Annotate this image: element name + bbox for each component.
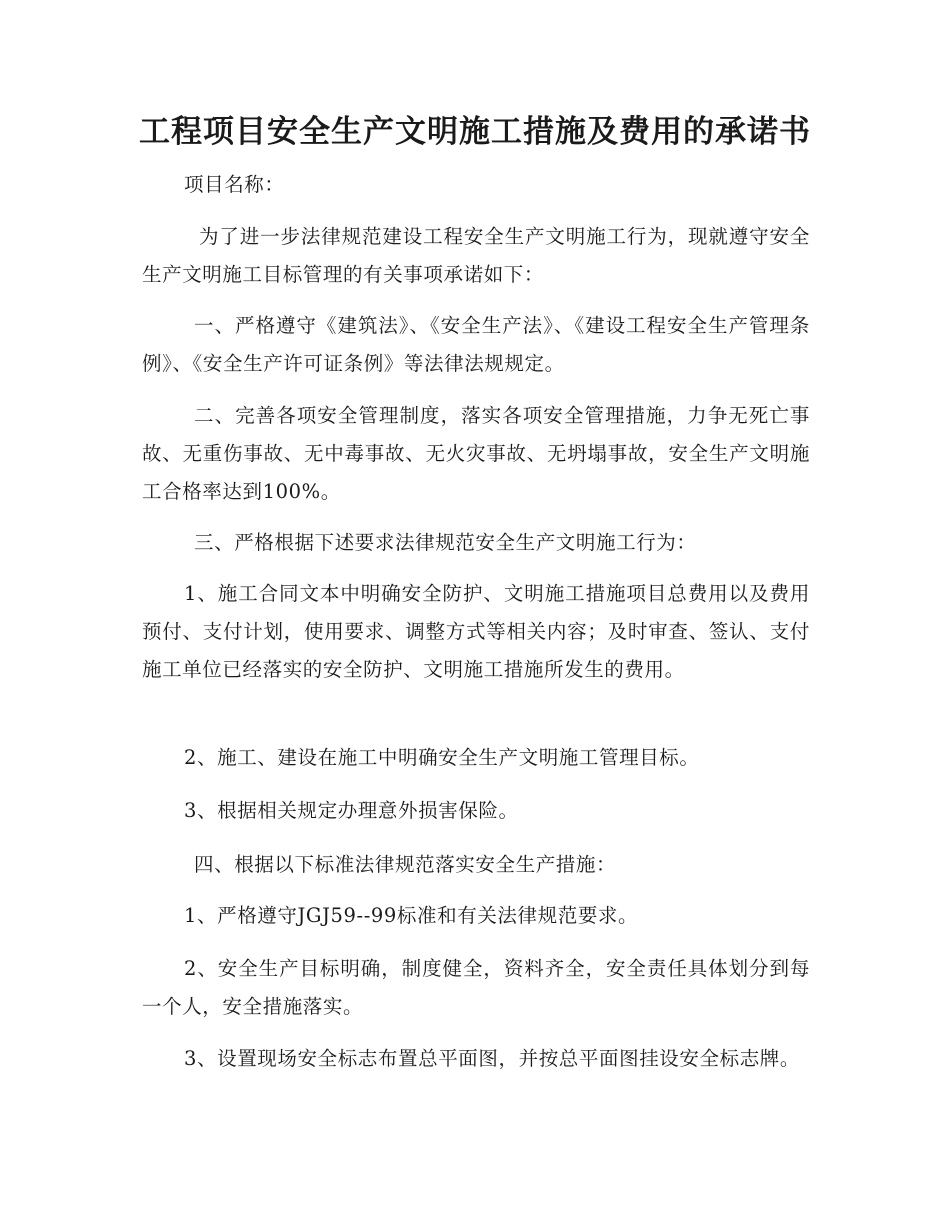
- clause-four-item-1: 1、严格遵守JGJ59--99标准和有关法律规范要求。: [184, 904, 639, 927]
- clause-three-item-3: 3、根据相关规定办理意外损害保险。: [184, 799, 519, 822]
- clause-four: 四、根据以下标准法律规范落实安全生产措施：: [194, 853, 617, 876]
- project-name-label: 项目名称：: [184, 173, 285, 196]
- intro-paragraph: 为了进一步法律规范建设工程安全生产文明施工行为，现就遵守安全生产文明施工目标管理的有关事项承诺如下：: [142, 225, 810, 286]
- clause-two: 二、完善各项安全管理制度，落实各项安全管理措施，力争无死亡事故、无重伤事故、无中毒事故、无火灾事故、无坍塌事故，安全生产文明施工合格率达到100%。: [142, 404, 810, 503]
- document-title: 工程项目安全生产文明施工措施及费用的承诺书: [139, 114, 811, 150]
- clause-four-item-3: 3、设置现场安全标志布置总平面图，并按总平面图挂设安全标志牌。: [184, 1047, 801, 1070]
- clause-three: 三、严格根据下述要求法律规范安全生产文明施工行为：: [194, 531, 697, 554]
- clause-three-item-1: 1、施工合同文本中明确安全防护、文明施工措施项目总费用以及费用预付、支付计划，使用要求、调整方式等相关内容；及时审查、签认、支付施工单位已经落实的安全防护、文明施工措施所发生的费用。: [142, 582, 810, 681]
- clause-one: 一、严格遵守《建筑法》、《安全生产法》、《建设工程安全生产管理条例》、《安全生产许可证条例》等法律法规规定。: [142, 314, 810, 375]
- clause-three-item-2: 2、施工、建设在施工中明确安全生产文明施工管理目标。: [184, 746, 700, 769]
- clause-four-item-2: 2、安全生产目标明确，制度健全，资料齐全，安全责任具体划分到每一个人，安全措施落实。: [142, 957, 810, 1018]
